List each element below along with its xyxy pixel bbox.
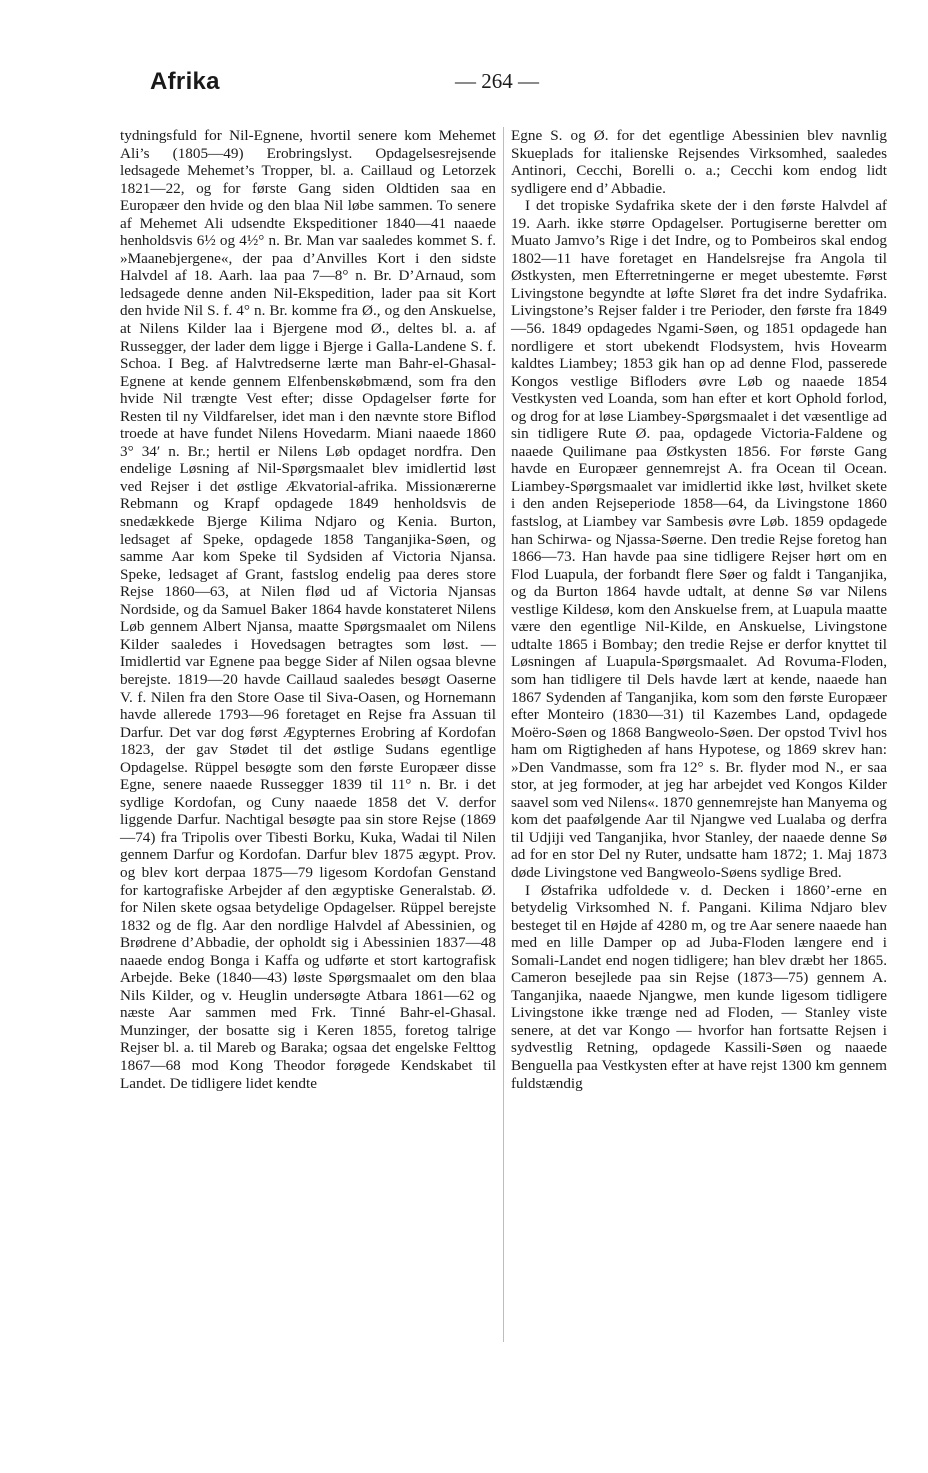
paragraph: I det tropiske Sydafrika skete der i den første Halvdel af 19. Aarh. ikke større Opdagelser. Portugiserne beretter om Muato Jamvo’s Rige i det Indre, og to Pombeiros skal endog 1802—11 have foretaget en Handelsrejse fra Angola til Østkysten, men Efterretningerne er meget ubestemte. Først Livingstone begyndte at løfte Sløret fra det indre Sydafrika. Livingstone’s Rejser falder i tre Perioder, den første fra 1849 —56. 1849 opdagedes Ngami-Søen, og 1851 opdagede han nordligere et stort ubekendt Flodsystem, hvis Hovearm kaldtes Liambey; 1853 gik han op ad denne Flod, passerede Kongos vestlige Bifloders øvre Løb og naaede 1854 Vestkysten ved Loanda, som han efter et kort Ophold forlod, og drog for at løse Liambey-Spørgsmaalet i det væsentlige ad sin tidligere Rute Ø. paa, opdagede Victoria-Faldene og naaede Quilimane paa Østkysten 1856. For første Gang havde en Europæer gennemrejst A. fra Ocean til Ocean. Liambey-Spørgsmaalet var imidlertid ikke løst, hvilket skete i den anden Rejseperiode 1858—64, da Livingstone 1860 fastslog, at Liambey var Sambesis øvre Løb. 1859 opdagede han Schirwa- og Njassa-Søerne. Den tredie Rejse foretog han 1866—73. Han havde paa sine tidligere Rejser hørt om en Flod Luapula, der forbandt flere Søer og faldt i Tanganjika, og da Burton 1864 havde udtalt, at denne Sø var Nilens vestlige Kildesø, kom den Anskuelse frem, at Luapula maatte være den egentlige Nil-Kilde, en Anskuelse, Livingstone udtalte 1865 i Bombay; den tredie Rejse er derfor knyttet til Løsningen af Luapula-Spørgsmaalet. Ad Rovuma-Floden, som han tidligere til Dels havde lært at kende, naaede han 1867 Sydenden af Tanganjika, kom som den første Europæer efter Monteiro (1830—31) til Kazembes Land, opdagede Moëro-Søen og 1868 Bangweolo-Søen. Der opstod Tvivl hos ham om Rigtigheden af hans Hypotese, og 1869 skrev han: »Den Vandmasse, som fra 12° s. Br. flyder mod N., er saa stor, at jeg formoder, at jeg har arbejdet ved Kongos Kilder saavel som ved Nilens«. 1870 gennemrejste han Manyema og kom det paafølgende Aar til Njangwe ved Lualaba og derfra til Udjiji ved Tanganjika, hvor Stanley, der naaede denne Sø ad for en stor Del ny Ruter, undsatte ham 1872; 1. Maj 1873 døde Livingstone ved Bangweolo-Søens sydlige Bred. — [511, 197, 887, 881]
page-number: — 264 — — [455, 69, 539, 93]
paragraph: I Østafrika udfoldede v. d. Decken i 1860’-erne en betydelig Virksomhed N. f. Pangani. Kilima Ndjaro blev besteget til en Højde af 4280 m, og tre Aar senere naaede han med en lille Damper op ad Juba-Floden længere end i Somali-Landet end nogen tidligere; han blev dræbt her 1865. Cameron besejlede paa sin Rejse (1873—75) gennem A. Tanganjika, naaede Njangwe, men kunde ligesom tidligere Livingstone ikke trænge ned ad Floden, — Stanley viste senere, at det var Kongo — hvorfor han fortsatte Rejsen i sydvestlig Retning, opdagede Kassili-Søen og naaede Benguella paa Vestkysten efter at have rejst 1300 km gennem fuldstændig — [511, 881, 887, 1092]
column-divider — [503, 127, 504, 1342]
section-title: Afrika — [150, 68, 220, 95]
right-column — [511, 127, 887, 1092]
left-column — [120, 127, 496, 1092]
paragraph: tydningsfuld for Nil-Egnene, hvortil senere kom Mehemet Ali’s (1805—49) Erobringslyst. Opdagelsesrejsende ledsagede Mehemet’s Tropper, bl. a. Caillaud og Letorzek 1821—22, og for første Gang siden Oldtiden saa en Europæer den hvide og den blaa Nil løbe sammen. To senere af Mehemet Ali udsendte Ekspeditioner 1840—41 naaede henholdsvis 6½ og 4½° n. Br. Man var saaledes kommet S. f. »Maanebjergene«, der paa d’Anvilles Kort i den sidste Halvdel af 18. Aarh. laa paa 7—8° n. Br. D’Arnaud, som ledsagede denne anden Nil-Ekspedition, lader paa sit Kort den hvide Nil S. f. 4° n. Br. komme fra Ø., og den Anskuelse, at Nilens Kilder laa i Bjergene mod Ø., deltes bl. a. af Russegger, der lader dem ligge i Bjerge i Galla-Landene S. f. Schoa. I Beg. af Halvtredserne lærte man Bahr-el-Ghasal-Egnene at kende gennem Elfenbenskøbmænd, som fra den hvide Nil trængte Vest efter; disse Opdagelser førte for Resten til ny Vildfarelser, idet man i den nævnte store Biflod troede at have fundet Nilens Hovedarm. Miani naaede 1860 3° 34′ n. Br.; hertil er Nilens Løb opdaget nordfra. Den endelige Løsning af Nil-Spørgsmaalet blev imidlertid løst ved Rejser i det østlige Ækvatorial-afrika. Missionærerne Rebmann og Krapf opdagede 1849 henholdsvis de snedækkede Bjerge Kilima Ndjaro og Kenia. Burton, ledsaget af Speke, opdagede 1858 Tanganjika-Søen, og samme Aar kom Speke til Sydsiden af Victoria Njansa. Speke, ledsaget af Grant, fastslog endelig paa deres store Rejse 1860—63, at Nilen flød ud af Victoria Njansas Nordside, og da Samuel Baker 1864 havde konstateret Nilens Løb gennem Albert Njansa, maatte Spørgsmaalet om Nilens Kilder saaledes i Hovedsagen betragtes som løst. — Imidlertid var Egnene paa begge Sider af Nilen ogsaa blevne berejste. 1819—20 havde Caillaud saaledes besøgt Oaserne V. f. Nilen fra den Store Oase til Siva-Oasen, og Hornemann havde allerede 1793—96 foretaget en Rejse fra Assuan til Darfur. Det var dog først Ægypternes Erobring af Kordofan 1823, der gav Stødet til det østlige Sudans egentlige Opdagelse. Rüppel besøgte som den første Europæer disse Egne, senere naaede Russegger 1839 til 11° n. Br. i det sydlige Kordofan, og Cuny naaede 1858 det V. derfor liggende Darfur. Nachtigal besøgte paa sin store Rejse (1869—74) fra Tripolis over Tibesti Borku, Kuka, Wadai til Nilen gennem Darfur og Kordofan. Darfur blev 1875 ægypt. Prov. og blev kort derpaa 1875—79 ligesom Kordofan Genstand for kartografiske Arbejder af den ægyptiske Generalstab. Ø. for Nilen skete ogsaa betydelige Opdagelser. Rüppel berejste 1832 og de flg. Aar den nordlige Halvdel af Abessinien, og Brødrene d’Abbadie, der opholdt sig i Abessinien 1837—48 naaede endog Bonga i Kaffa og udførte et stort kartografisk Arbejde. Beke (1840—43) løste Spørgsmaalet om den blaa Nils Kilder, og v. Heuglin undersøgte Atbara 1861—62 og næste Aar sammen med Frk. Tinné Bahr-el-Ghasal. Munzinger, der bosatte sig i Keren 1855, foretog talrige Rejser bl. a. til Mareb og Baraka; ogsaa det engelske Felttog 1867—68 mod Kong Theodor forøgede Kendskabet til Landet. De tidligere lidet kendte — [120, 127, 496, 1092]
page-header — [150, 68, 790, 104]
paragraph: Egne S. og Ø. for det egentlige Abessinien blev navnlig Skueplads for italienske Rejsendes Virksomhed, saaledes Antinori, Cecchi, Borelli o. a.; Cecchi kom endog lidt sydligere end d’ Abbadie. — [511, 127, 887, 197]
